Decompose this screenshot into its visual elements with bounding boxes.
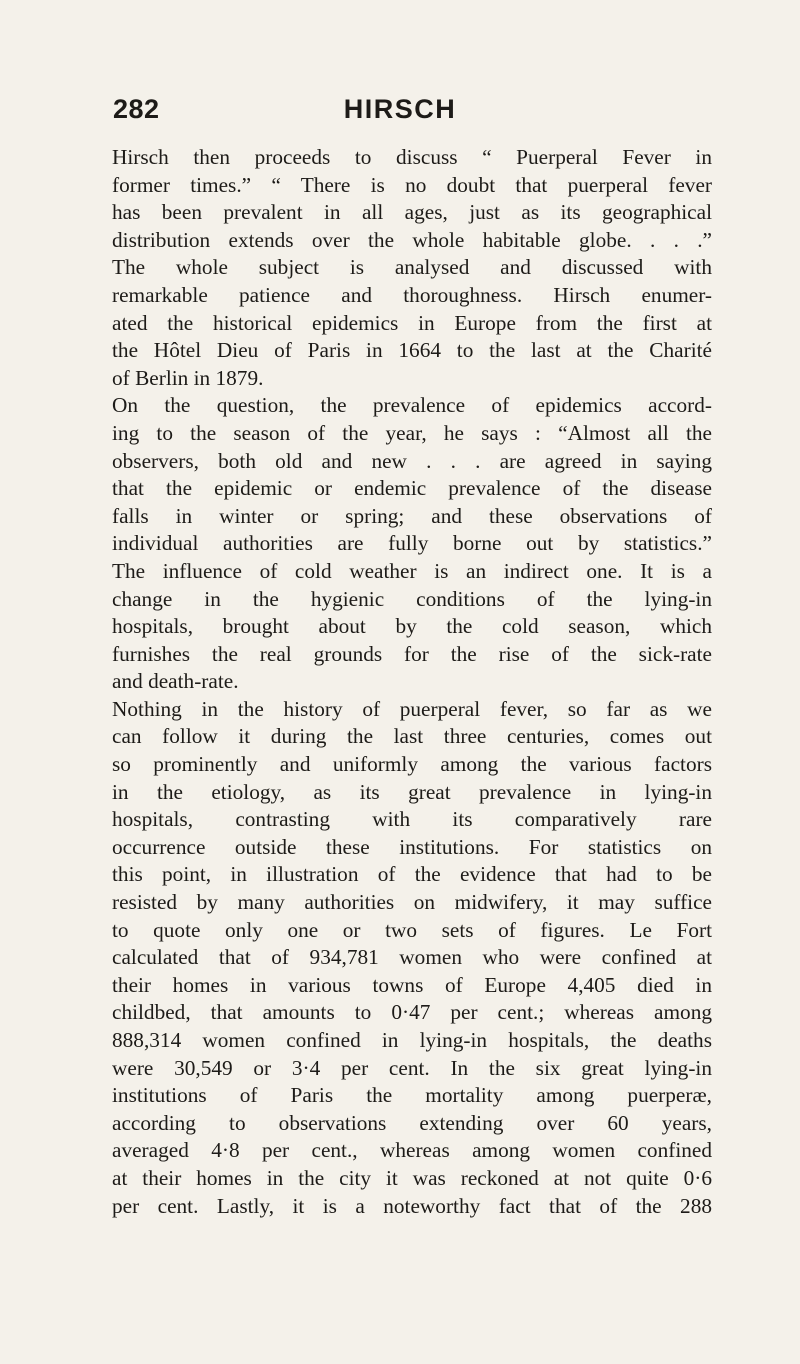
text-line: institutions of Paris the mortality among puerperæ, — [112, 1083, 712, 1108]
text-line: Hirsch then proceeds to discuss “ Puerperal Fever in — [112, 145, 712, 169]
text-line: so prominently and uniformly among the various factors — [112, 752, 712, 777]
text-line: in the etiology, as its great prevalence in lying-in — [112, 779, 712, 804]
text-line: 888,314 women confined in lying-in hospitals, the deaths — [112, 1028, 712, 1052]
text-line: calculated that of 934,781 women who were confined at — [112, 945, 712, 970]
text-line: On the question, the prevalence of epidemics accord- — [112, 393, 712, 418]
text-line: ing to the season of the year, he says : “Almost all the — [112, 420, 712, 445]
text-line: ated the historical epidemics in Europe from the first at — [112, 310, 712, 335]
paragraph-2 — [112, 392, 712, 696]
text-line: remarkable patience and thoroughness. Hirsch enumer- — [112, 282, 712, 307]
text-line: to quote only one or two sets of figures. Le Fort — [112, 917, 712, 942]
text-line: at their homes in the city it was reckoned at not quite 0·6 — [112, 1165, 712, 1190]
text-line: former times.” “ There is no doubt that puerperal fever — [112, 172, 712, 197]
text-line: childbed, that amounts to 0·47 per cent.; whereas among — [112, 1000, 712, 1025]
text-line: resisted by many authorities on midwifery, it may suffice — [112, 890, 712, 915]
text-line: The whole subject is analysed and discussed with — [112, 255, 712, 280]
text-line: that the epidemic or endemic prevalence of the disease — [112, 476, 712, 501]
text-line: observers, both old and new . . . are agreed in saying — [112, 448, 712, 473]
paragraph-3 — [112, 696, 712, 1220]
text-line: per cent. Lastly, it is a noteworthy fact that of the 288 — [112, 1193, 712, 1218]
text-line: change in the hygienic conditions of the lying-in — [112, 586, 712, 611]
text-line: were 30,549 or 3·4 per cent. In the six great lying-in — [112, 1055, 712, 1080]
page-header — [0, 94, 800, 134]
page-number: 282 — [113, 94, 160, 124]
text-line: hospitals, contrasting with its comparatively rare — [112, 807, 712, 832]
text-line: and death-rate. — [112, 669, 239, 694]
text-line: averaged 4·8 per cent., whereas among women confined — [112, 1138, 712, 1163]
text-line: distribution extends over the whole habitable globe. . . .” — [112, 227, 712, 252]
running-head: HIRSCH — [343, 94, 457, 124]
text-line: hospitals, brought about by the cold season, which — [112, 614, 712, 639]
text-line: of Berlin in 1879. — [112, 365, 264, 390]
text-line: furnishes the real grounds for the rise of the sick-rate — [112, 641, 712, 666]
body-text — [112, 144, 712, 1220]
text-line: occurrence outside these institutions. For statistics on — [112, 834, 712, 859]
text-line: can follow it during the last three centuries, comes out — [112, 724, 712, 749]
text-line: the Hôtel Dieu of Paris in 1664 to the last at the Charité — [112, 338, 712, 363]
text-line: has been prevalent in all ages, just as its geographical — [112, 200, 712, 225]
text-line: falls in winter or spring; and these observations of — [112, 503, 712, 528]
paragraph-1 — [112, 144, 712, 392]
text-line: individual authorities are fully borne out by statistics.” — [112, 531, 712, 556]
text-line: according to observations extending over 60 years, — [112, 1110, 712, 1135]
text-line: Nothing in the history of puerperal fever, so far as we — [112, 696, 712, 721]
text-line: this point, in illustration of the evidence that had to be — [112, 862, 712, 887]
text-line: their homes in various towns of Europe 4,405 died in — [112, 972, 712, 997]
text-line: The influence of cold weather is an indirect one. It is a — [112, 558, 712, 583]
